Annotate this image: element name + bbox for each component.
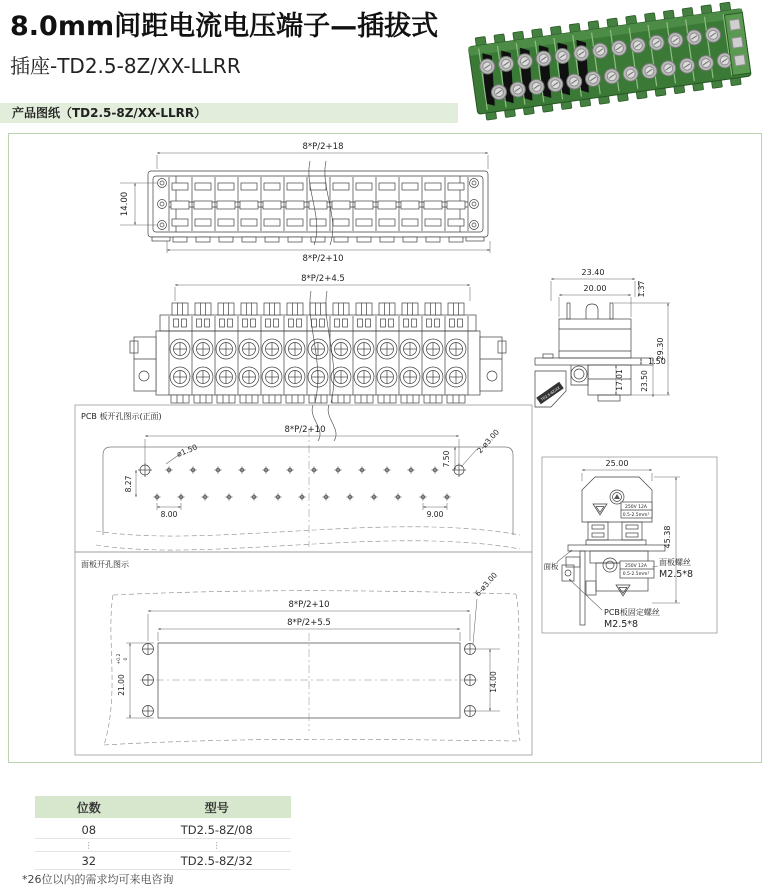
detail-rating-wire: 0.5-2.5mm² bbox=[622, 513, 650, 518]
section-banner-label: 产品图纸（TD2.5-8Z/XX-LLRR） bbox=[12, 106, 207, 120]
col-header-model: 型号 bbox=[143, 796, 291, 820]
dim-top-view-inner: 8*P/2+10 bbox=[302, 254, 344, 264]
table-row-ellipsis bbox=[35, 839, 291, 852]
table-header-row bbox=[35, 796, 291, 820]
dim-panel-hole-spacing: 14.00 bbox=[489, 671, 498, 693]
dim-side-inner-width: 20.00 bbox=[583, 284, 607, 293]
detail-pcb-screw-name: PCB板固定螺丝 bbox=[604, 608, 660, 617]
dim-panel-height-tol-minus: 0 bbox=[124, 657, 129, 661]
cell-model: ⋮ bbox=[143, 839, 291, 852]
table-row bbox=[35, 820, 291, 839]
cell-model: TD2.5-8Z/32 bbox=[143, 852, 291, 870]
side-view-plate-label: TD2.5-8Z/XX bbox=[540, 385, 561, 402]
dim-pcb-pitch-left: 8.00 bbox=[160, 510, 178, 519]
pcb-big-hole-label: 2-ø3.00 bbox=[475, 427, 502, 456]
detail-rating-wire-2: 0.5-2.5mm² bbox=[622, 572, 650, 577]
pcb-small-hole-label: ø1.50 bbox=[175, 442, 199, 459]
dim-top-view-height: 14.00 bbox=[120, 191, 130, 217]
dim-pcb-rows: 8.27 bbox=[124, 475, 133, 493]
panel-hole-label: 6-ø3.00 bbox=[473, 570, 500, 599]
cell-positions: 32 bbox=[35, 852, 143, 870]
detail-panel-label: 面板 bbox=[543, 562, 559, 571]
dim-front-view-width: 8*P/2+4.5 bbox=[301, 274, 345, 284]
detail-panel-screw-name: 面板螺丝 bbox=[659, 558, 691, 567]
dim-panel-outer: 8*P/2+10 bbox=[288, 600, 330, 610]
dim-pcb-span: 8*P/2+10 bbox=[284, 425, 326, 435]
dim-panel-inner: 8*P/2+5.5 bbox=[287, 618, 331, 628]
dim-side-total-height: 29.30 bbox=[656, 337, 665, 361]
dim-panel-height: 21.00 bbox=[117, 674, 126, 696]
dim-side-lower-a: 17.01 bbox=[615, 369, 624, 391]
technical-drawing bbox=[8, 133, 762, 763]
product-photo bbox=[458, 0, 772, 131]
cell-positions: 08 bbox=[35, 820, 143, 839]
footnote: *26位以内的需求均可来电咨询 bbox=[22, 873, 174, 886]
dim-top-view-width: 8*P/2+18 bbox=[302, 142, 344, 152]
product-photo-art bbox=[458, 0, 772, 131]
dim-pcb-pitch-right: 9.00 bbox=[426, 510, 444, 519]
page-subtitle: 插座-TD2.5-8Z/XX-LLRR bbox=[10, 54, 241, 78]
cell-positions: ⋮ bbox=[35, 839, 143, 852]
detail-rating-voltage-2: 250V 12A bbox=[625, 564, 647, 569]
detail-pcb-screw-size: M2.5*8 bbox=[604, 619, 639, 630]
model-table bbox=[35, 796, 291, 870]
dim-side-lip: 1.37 bbox=[637, 280, 646, 298]
table-row bbox=[35, 852, 291, 870]
dim-side-panel-thickness: 1.50 bbox=[648, 357, 666, 366]
page-title: 8.0mm间距电流电压端子—插拔式 bbox=[10, 11, 439, 42]
dim-detail-width: 25.00 bbox=[605, 459, 629, 468]
dim-side-lower-b: 23.50 bbox=[640, 370, 649, 392]
dim-side-outer-width: 23.40 bbox=[581, 268, 605, 277]
panel-section-title: 面板开孔图示 bbox=[81, 560, 129, 569]
dim-pcb-edge: 7.50 bbox=[442, 450, 451, 468]
detail-rating-voltage: 250V 12A bbox=[625, 505, 647, 510]
dim-detail-height: 45.38 bbox=[663, 525, 672, 549]
pcb-section-title: PCB 板开孔图示(正面) bbox=[81, 412, 162, 421]
col-header-positions: 位数 bbox=[35, 796, 143, 820]
drawing-frame bbox=[8, 133, 762, 763]
dim-panel-height-tol-plus: +0.2 bbox=[117, 653, 122, 665]
detail-panel-screw-size: M2.5*8 bbox=[659, 569, 694, 580]
cell-model: TD2.5-8Z/08 bbox=[143, 820, 291, 839]
